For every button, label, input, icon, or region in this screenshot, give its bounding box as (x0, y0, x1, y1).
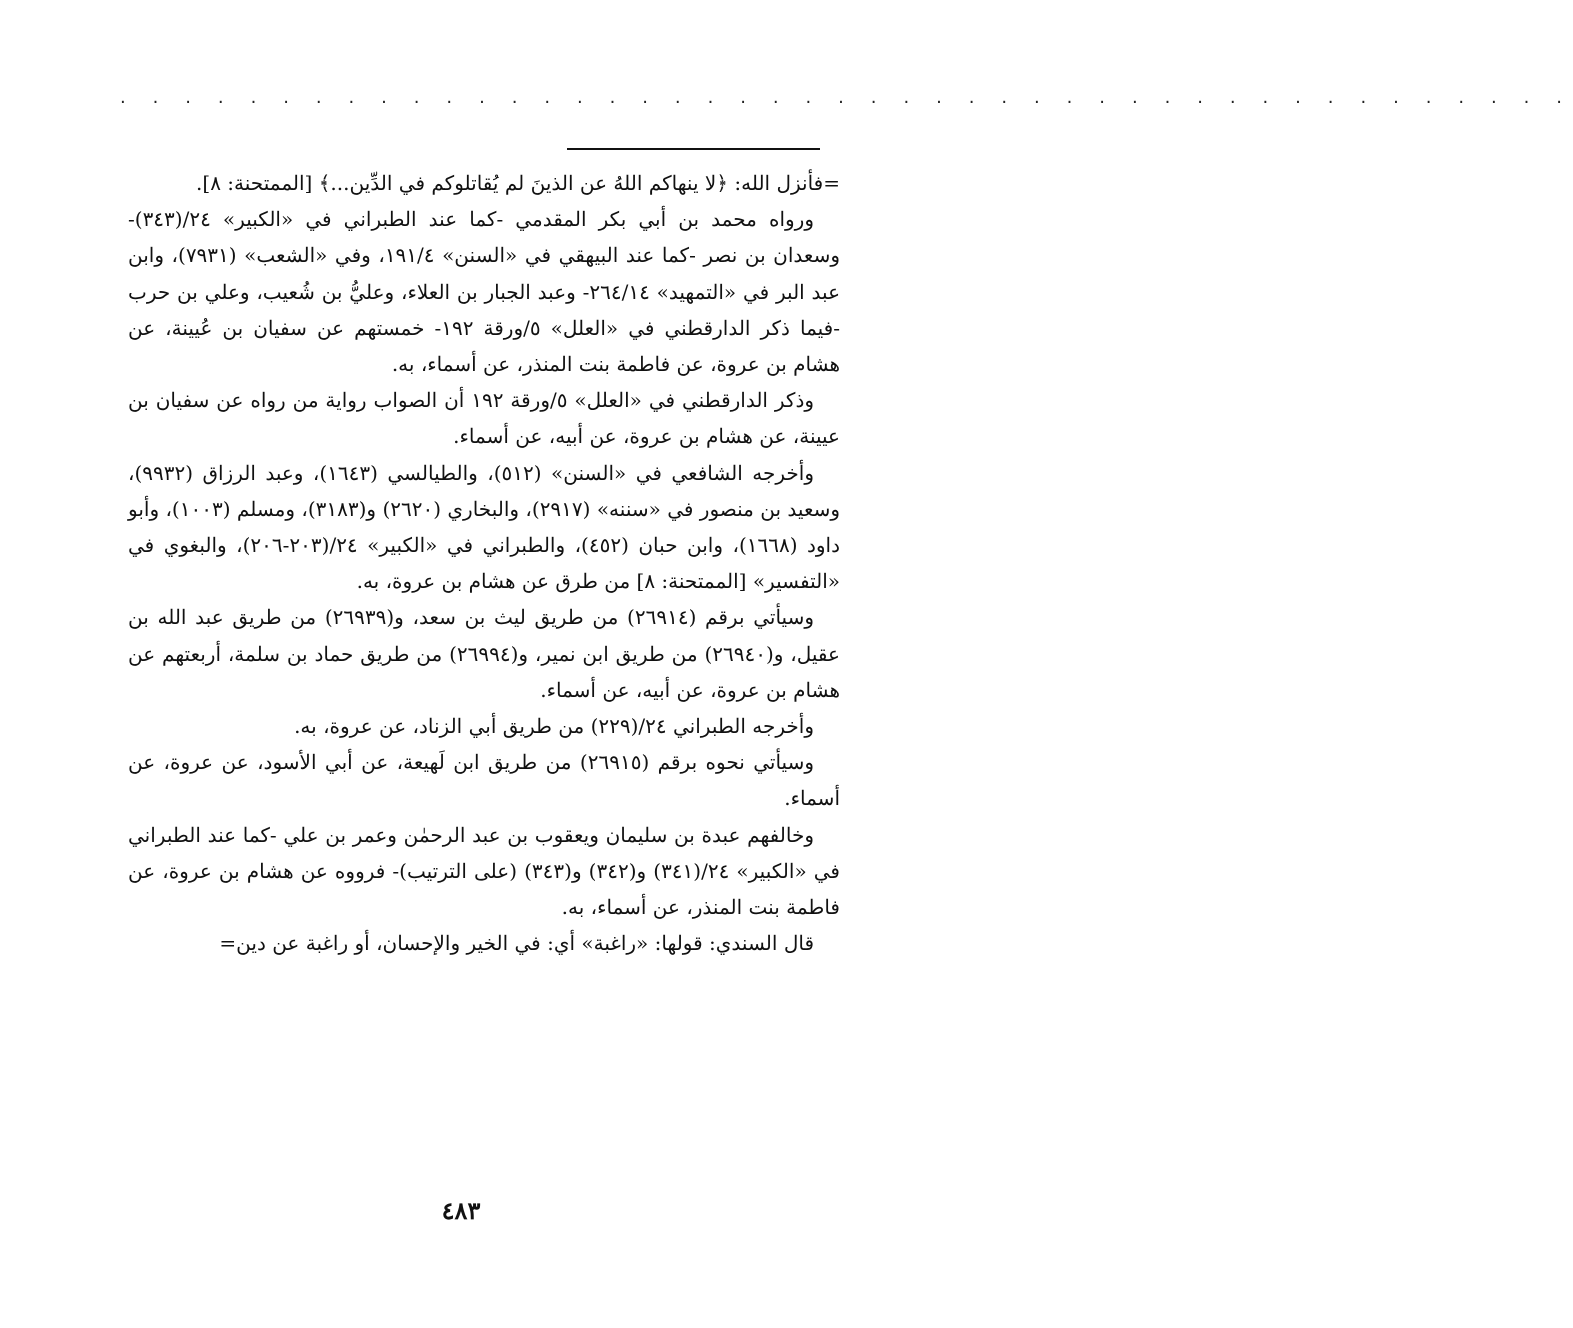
footnote-paragraph: ورواه محمد بن أبي بكر المقدمي -كما عند الطبراني في «الكبير» ٢٤/(٣٤٣)- وسعدان بن نصر -كما عند البيهقي في «السنن» ١٩١/٤، وفي «الشعب» (٧٩٣١)، وابن عبد البر في «التمهيد» ٢٦٤/١٤- وعبد الجبار بن العلاء، وعليُّ بن شُعيب، وعلي بن حرب -فيما ذكر الدارقطني في «العلل» ٥/ورقة ١٩٢- خمستهم عن سفيان بن عُيينة، عن هشام بن عروة، عن فاطمة بنت المنذر، عن أسماء، به. (128, 207, 841, 377)
footnote-paragraph: وأخرجه الطبراني ٢٤/(٢٢٩) من طريق أبي الزناد، عن عروة، به. (294, 714, 814, 739)
footnote-paragraph: وخالفهم عبدة بن سليمان ويعقوب بن عبد الرحمٰن وعمر بن علي -كما عند الطبراني في «الكبير» ٢٤/(٣٤١) و(٣٤٢) و(٣٤٣) (على الترتيب)- فرووه عن هشام بن عروة، عن فاطمة بنت المنذر، عن أسماء، به. (128, 822, 840, 920)
footnote-paragraph: قال السندي: قولها: «راغبة» أي: في الخير والإحسان، أو راغبة عن دين= (219, 931, 814, 956)
separator-dots: · · · · · · · · · · · · · · · · · · · · · · · · · · · · · · · · · · · · · · · · · · · · · (120, 92, 1573, 113)
footnote-rule (567, 148, 820, 150)
page-number: ٤٨٣ (441, 1196, 481, 1225)
footnotes-body (128, 165, 840, 961)
footnote-paragraph: وسيأتي برقم (٢٦٩١٤) من طريق ليث بن سعد، و(٢٦٩٣٩) من طريق عبد الله بن عقيل، و(٢٦٩٤٠) من طريق ابن نمير، و(٢٦٩٩٤) من طريق حماد بن سلمة، أربعتهم عن هشام بن عروة، عن أبيه، عن أسماء. (128, 605, 840, 702)
footnote-paragraph: وأخرجه الشافعي في «السنن» (٥١٢)، والطيالسي (١٦٤٣)، وعبد الرزاق (٩٩٣٢)، وسعيد بن منصور في «سننه» (٢٩١٧)، والبخاري (٢٦٢٠) و(٣١٨٣)، ومسلم (١٠٠٣)، وأبو داود (١٦٦٨)، وابن حبان (٤٥٢)، والطبراني في «الكبير» ٢٤/(٢٠٣-٢٠٦)، والبغوي في «التفسير» [الممتحنة: ٨] من طرق عن هشام بن عروة، به. (128, 460, 841, 594)
footnote-paragraph: =فأنزل الله: ﴿لا ينهاكم اللهُ عن الذينَ لم يُقاتلوكم في الدِّين...﴾ [الممتحنة: ٨]. (196, 171, 840, 195)
footnote-paragraph: وسيأتي نحوه برقم (٢٦٩١٥) من طريق ابن لَهيعة، عن أبي الأسود، عن عروة، عن أسماء. (128, 750, 840, 811)
footnote-paragraph: وذكر الدارقطني في «العلل» ٥/ورقة ١٩٢ أن الصواب رواية من رواه عن سفيان بن عيينة، عن هشام بن عروة، عن أبيه، عن أسماء. (128, 388, 840, 449)
